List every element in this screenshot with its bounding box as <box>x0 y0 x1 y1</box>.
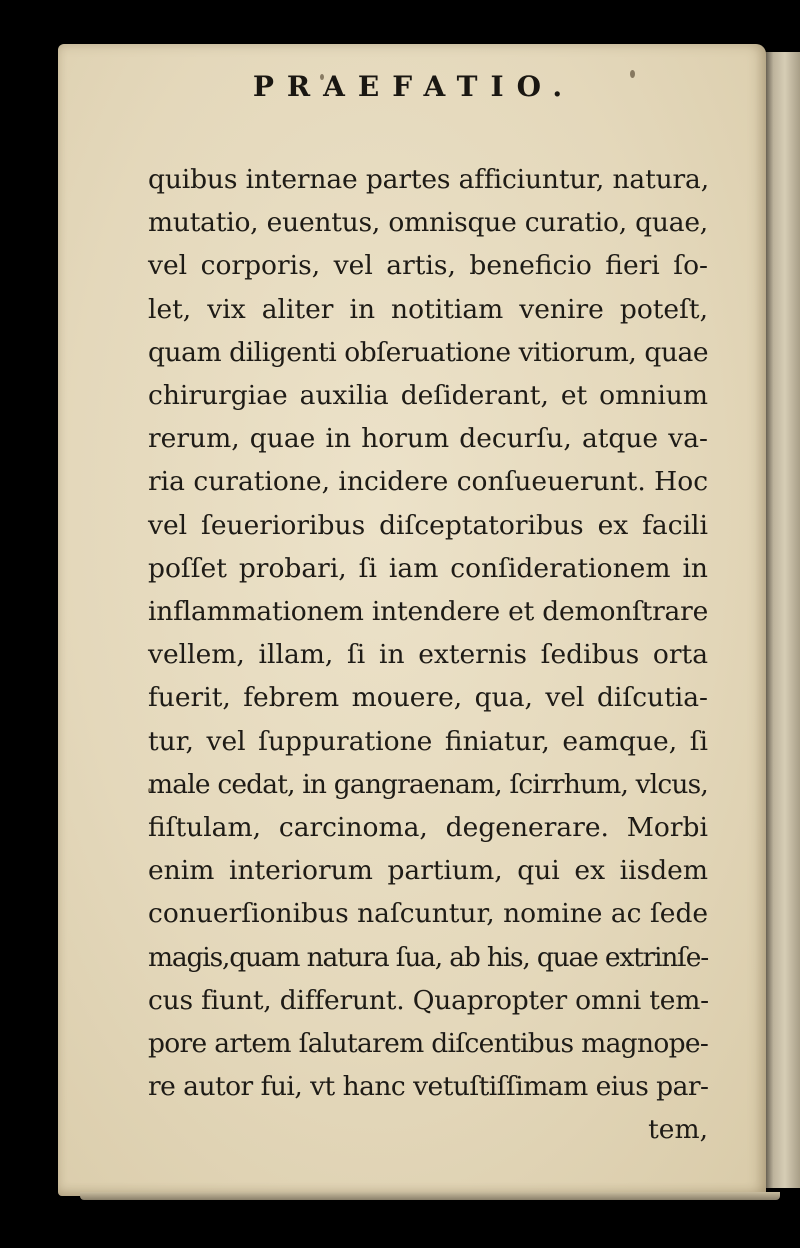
text-line: ria curatione, incidere conſueuerunt. Hoc <box>148 466 709 498</box>
text-line: inflammationem intendere et demonſtrare <box>148 596 709 628</box>
text-line: cus fiunt, differunt. Quapropter omni tem- <box>148 984 709 1016</box>
text-line: conuerſionibus naſcuntur, nomine ac ſede <box>148 898 709 930</box>
text-line: poſſet probari, ſi iam conſiderationem in <box>148 552 708 584</box>
adjacent-page-edge <box>762 52 800 1188</box>
text-line: chirurgiae auxilia deſiderant, et omnium <box>148 380 708 412</box>
text-line: vel ſeuerioribus diſceptatoribus ex facili <box>148 509 708 541</box>
text-line: re autor fui, vt hanc vetuſtiſſimam eius par- <box>148 1071 709 1103</box>
text-line: tur, vel ſuppuratione finiatur, eamque, ſi <box>148 725 708 757</box>
catchword: tem, <box>648 1114 708 1146</box>
text-line: quam diligenti obſeruatione vitiorum, quae <box>148 336 709 368</box>
body-text <box>148 158 708 1152</box>
text-line: quibus internae partes afficiuntur, natura, <box>148 164 709 195</box>
text-line: fiſtulam, carcinoma, degenerare. Morbi <box>148 812 708 844</box>
text-line: mutatio, euentus, omnisque curatio, quae, <box>148 207 708 239</box>
text-line: male cedat, in gangraenam, ſcirrhum, vlcus, <box>148 768 708 800</box>
text-line: enim interiorum partium, qui ex iisdem <box>148 855 708 887</box>
text-line: rerum, quae in horum decurſu, atque va- <box>148 423 708 455</box>
text-line: vel corporis, vel artis, beneficio fieri ſo- <box>148 250 708 282</box>
text-line: vellem, illam, ſi in externis ſedibus orta <box>148 639 708 671</box>
text-line: pore artem ſalutarem diſcentibus magnope- <box>148 1028 709 1060</box>
text-line: let, vix aliter in notitiam venire poteſt, <box>148 293 708 325</box>
text-line: fuerit, febrem mouere, qua, vel diſcutia- <box>148 682 708 714</box>
running-header: PRAEFATIO. <box>252 70 576 103</box>
page-bottom-edge <box>80 1192 780 1200</box>
text-line: magis,quam natura ſua, ab his, quae extrinſe- <box>148 941 708 973</box>
